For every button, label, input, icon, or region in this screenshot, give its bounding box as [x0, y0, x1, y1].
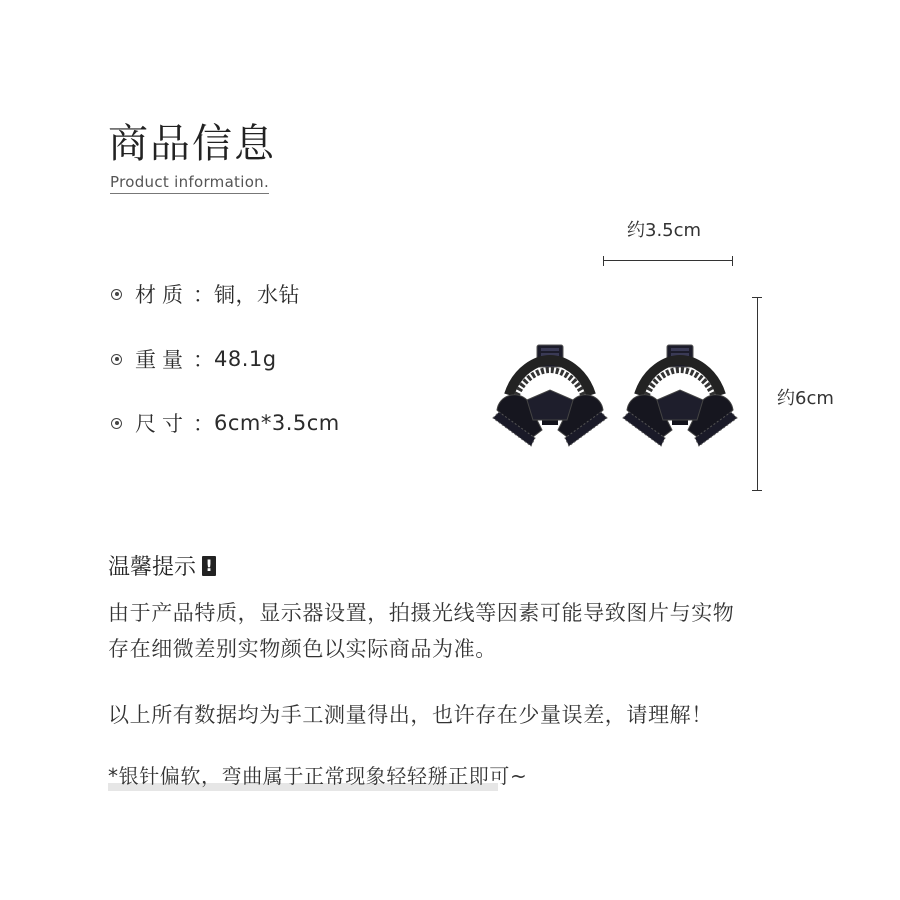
notice-line-3: 以上所有数据均为手工测量得出，也许存在少量误差，请理解！ [108, 703, 713, 727]
width-dimension-line [603, 260, 733, 261]
target-bullet-icon [111, 418, 122, 429]
page-subtitle: Product information. [110, 173, 269, 194]
page-title: 商品信息 [108, 121, 276, 167]
warning-icon: ! [202, 556, 216, 576]
height-dimension-line [757, 297, 758, 491]
spec-label: 重 量 [135, 348, 183, 372]
spec-value: 6cm*3.5cm [214, 411, 340, 435]
target-bullet-icon [111, 289, 122, 300]
spec-colon: ： [193, 348, 214, 372]
width-dimension-tick [732, 256, 733, 266]
spec-material [110, 279, 300, 309]
width-dimension-tick [603, 256, 604, 266]
spec-size [110, 408, 340, 438]
earrings-image [485, 340, 745, 460]
spec-weight [110, 344, 277, 374]
spec-label: 尺 寸 [135, 412, 183, 436]
height-dimension-tick [752, 490, 762, 491]
spec-label: 材 质 [135, 283, 183, 307]
height-dimension-label: 约6cm [777, 388, 834, 409]
notice-heading-text: 温馨提示 [108, 555, 197, 580]
notice-line-1: 由于产品特质，显示器设置，拍摄光线等因素可能导致图片与实物 [108, 601, 735, 625]
spec-value: 铜，水钻 [214, 283, 300, 307]
notice-line-2: 存在细微差别实物颜色以实际商品为准。 [108, 637, 497, 661]
notice-heading [108, 550, 216, 581]
width-dimension-label: 约3.5cm [627, 220, 702, 241]
height-dimension-tick [752, 297, 762, 298]
target-bullet-icon [111, 354, 122, 365]
spec-value: 48.1g [214, 347, 277, 371]
notice-line-4: *银针偏软，弯曲属于正常现象轻轻掰正即可~ [108, 764, 528, 788]
spec-colon: ： [193, 412, 214, 436]
spec-colon: ： [193, 283, 214, 307]
